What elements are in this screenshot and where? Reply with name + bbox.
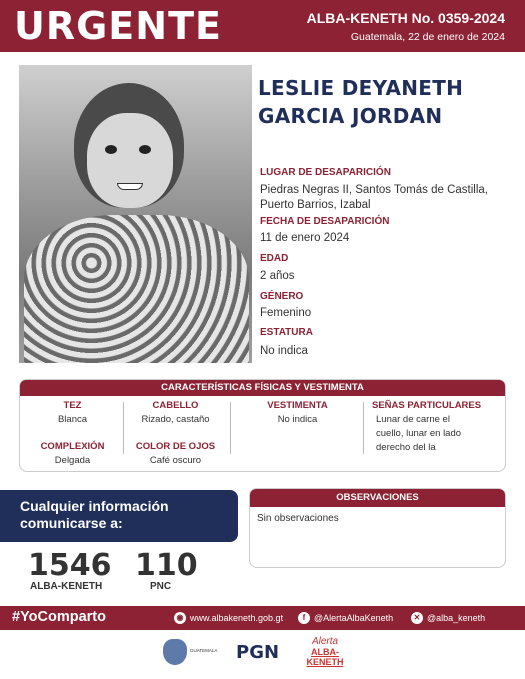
char-complexion — [30, 441, 115, 468]
observations-value: Sin observaciones — [257, 513, 339, 524]
photo-eye — [139, 145, 151, 154]
value-genero: Femenino — [260, 307, 312, 319]
value-fecha: 11 de enero 2024 — [260, 232, 350, 244]
phone-alba-keneth-label: ALBA-KENETH — [30, 581, 103, 592]
name-line-2: GARCIA JORDAN — [258, 104, 443, 128]
value-lugar-2: Puerto Barrios, Izabal — [260, 199, 371, 211]
photo-dress — [24, 215, 249, 363]
person-name — [258, 74, 463, 130]
label-estatura: ESTATURA — [260, 327, 313, 338]
char-ojos-value: Café oscuro — [149, 455, 202, 466]
char-senas-label: SEÑAS PARTICULARES — [372, 400, 482, 411]
globe-icon: ◉ — [174, 612, 186, 624]
char-cabello — [128, 400, 223, 427]
twitter-text: @alba_keneth — [427, 613, 486, 623]
value-estatura: No indica — [260, 345, 308, 357]
website-link[interactable] — [174, 612, 283, 624]
observations-panel — [249, 488, 506, 568]
contact-line-1: Cualquier información — [20, 498, 169, 514]
char-vestimenta-value: No indica — [277, 414, 318, 425]
photo-eye — [105, 145, 117, 154]
case-number: ALBA-KENETH No. 0359-2024 — [306, 10, 505, 26]
characteristics-heading: CARACTERÍSTICAS FÍSICAS Y VESTIMENTA — [20, 380, 505, 396]
photo-face — [87, 113, 173, 208]
photo-mouth — [117, 183, 143, 190]
char-senas — [372, 400, 502, 455]
char-cabello-value: Rizado, castaño — [141, 414, 210, 425]
hashtag[interactable]: #YoComparto — [12, 609, 106, 625]
label-edad: EDAD — [260, 253, 289, 264]
twitter-x-icon: ✕ — [411, 612, 423, 624]
contact-text — [20, 498, 169, 532]
phone-alba-keneth[interactable]: 1546 — [28, 548, 112, 583]
label-fecha: FECHA DE DESAPARICIÓN — [260, 216, 390, 227]
char-complexion-label: COMPLEXIÓN — [40, 441, 105, 452]
char-tez-label: TEZ — [63, 400, 82, 411]
characteristics-panel — [19, 379, 506, 472]
char-ojos — [128, 441, 223, 468]
label-lugar: LUGAR DE DESAPARICIÓN — [260, 167, 391, 178]
name-line-1: LESLIE DEYANETH — [258, 76, 464, 100]
facebook-link[interactable] — [298, 612, 393, 624]
pgn-logo — [236, 636, 286, 670]
footer-bar — [0, 606, 525, 630]
twitter-link[interactable] — [411, 612, 485, 624]
facebook-text: @AlertaAlbaKeneth — [314, 613, 394, 623]
logo2-text: PGN — [236, 642, 280, 663]
char-complexion-value: Delgada — [54, 455, 91, 466]
char-ojos-label: COLOR DE OJOS — [135, 441, 216, 452]
char-vestimenta — [245, 400, 350, 427]
char-tez-value: Blanca — [57, 414, 88, 425]
char-cabello-label: CABELLO — [152, 400, 199, 411]
logo3-line1: Alerta — [311, 636, 339, 647]
logo1-text: GUATEMALA — [190, 648, 218, 653]
facebook-icon: f — [298, 612, 310, 624]
missing-person-photo — [19, 65, 252, 363]
contact-line-2: comunicarse a: — [20, 515, 123, 531]
header-bar — [0, 0, 525, 52]
char-vestimenta-label: VESTIMENTA — [267, 400, 328, 411]
divider — [363, 402, 364, 454]
logo3-line2: ALBA-KENETH — [306, 647, 344, 667]
urgent-title: URGENTE — [14, 4, 222, 48]
value-lugar-1: Piedras Negras II, Santos Tomás de Castilla, — [260, 184, 488, 196]
char-senas-line2: cuello, lunar en lado — [376, 428, 462, 439]
char-tez — [30, 400, 115, 427]
website-text: www.albakeneth.gob.gt — [190, 613, 284, 623]
case-date: Guatemala, 22 de enero de 2024 — [350, 31, 505, 43]
char-senas-line3: derecho del la — [376, 442, 436, 453]
divider — [123, 402, 124, 454]
phone-pnc[interactable]: 110 — [135, 548, 198, 583]
value-edad: 2 años — [260, 270, 295, 282]
contact-box — [0, 490, 238, 542]
coat-of-arms-icon — [163, 639, 187, 665]
observations-heading: OBSERVACIONES — [250, 489, 505, 507]
char-senas-line1: Lunar de carne el — [376, 414, 450, 425]
guatemala-government-logo — [163, 636, 231, 670]
label-genero: GÉNERO — [260, 291, 304, 302]
phone-pnc-label: PNC — [150, 581, 172, 592]
alerta-alba-keneth-logo — [296, 636, 354, 670]
divider — [230, 402, 231, 454]
